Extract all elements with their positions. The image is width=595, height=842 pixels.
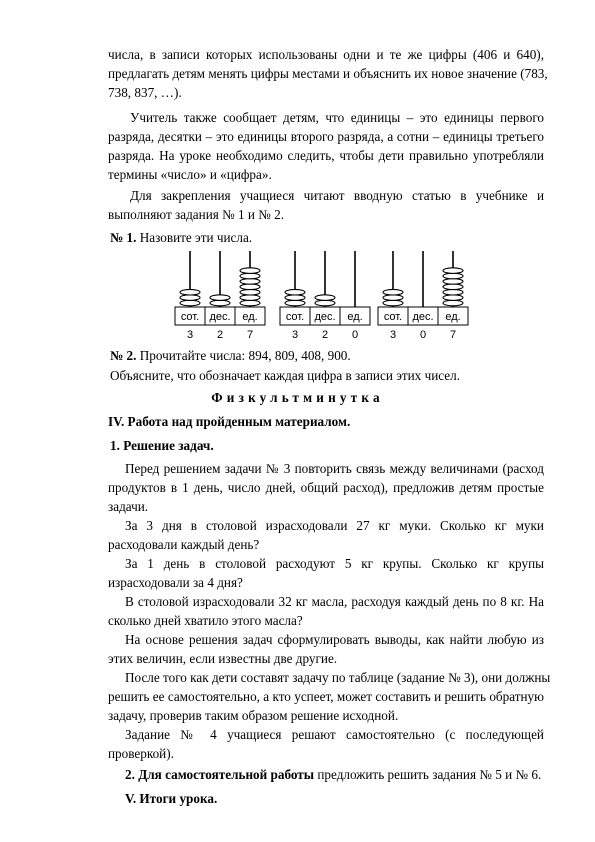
item2-bold: 2. Для самостоятельной работы (125, 767, 315, 782)
abacus-label-tens: дес. (412, 311, 434, 323)
abacus-bead (443, 268, 463, 274)
section4-heading: IV. Работа над пройденным материалом. (108, 414, 351, 429)
abacus-label-tens: дес. (209, 311, 231, 323)
abacus-digit: 0 (351, 329, 359, 341)
para7-line1: Задание № 4 учащиеся решают самостоятельно (с последующей (125, 727, 544, 742)
para6-line1: После того как дети составят задачу по таблице (задание № 3), они должны (125, 670, 551, 685)
task2-line (110, 346, 546, 365)
abacus-bead (240, 279, 260, 285)
abacus-bead (383, 289, 403, 295)
para3-line2: выполняют задания № 1 и № 2. (108, 207, 285, 222)
abacus-bead (315, 295, 335, 301)
abacus-label-hundreds: сот. (285, 311, 305, 323)
abacus-bead (240, 289, 260, 295)
abacus-bead (443, 284, 463, 290)
para2-line2: разряда, десятки – это единицы второго разряда, а сотни – единицы третьего (108, 129, 544, 144)
abacus-bead (210, 295, 230, 301)
problem2-line1: За 1 день в столовой расходуют 5 кг крупы. Сколько кг крупы (125, 556, 544, 571)
abacus-bead (383, 300, 403, 306)
abacus-bead (443, 279, 463, 285)
para7-line2: проверкой). (108, 746, 174, 761)
abacus-bead (240, 300, 260, 306)
abacus-digit: 3 (389, 329, 397, 341)
abacus-label-units: ед. (347, 311, 363, 323)
abacus-bead (285, 289, 305, 295)
abacus-label-hundreds: сот. (180, 311, 200, 323)
abacus-bead (383, 295, 403, 301)
problem1-line1: За 3 дня в столовой израсходовали 27 кг муки. Сколько кг муки (125, 518, 544, 533)
para6-line3: задачу, проверив таким образом решение исходной. (108, 708, 399, 723)
problem3-line2: сколько дней хватило этого масла? (108, 613, 303, 628)
problem2-line2: израсходовали за 4 дня? (108, 575, 243, 590)
abacus-digit: 3 (186, 329, 194, 341)
abacus-bead (285, 300, 305, 306)
task2-line2: Объясните, что обозначает каждая цифра в записи этих чисел. (110, 368, 461, 383)
para3-line1: Для закрепления учащиеся читают вводную статью в учебнике и (130, 188, 544, 203)
abacus-label-units: ед. (445, 311, 461, 323)
task1-number: № 1. (110, 230, 137, 245)
abacus-label-tens: дес. (314, 311, 336, 323)
item2-line (125, 765, 561, 784)
task2-number: № 2. (110, 348, 137, 363)
task1-text: Назовите эти числа. (136, 230, 253, 245)
para2-line3: разряда. На уроке необходимо следить, чтобы дети правильно употребляли (108, 148, 544, 163)
abacus-digit: 7 (246, 329, 254, 341)
para1-line1: числа, в записи которых использованы одни и те же цифры (406 и 640), (108, 47, 544, 62)
para1-line2: предлагать детям менять цифры местами и объяснить их новое значение (783, (108, 66, 548, 81)
para2-line4: термины «число» и «цифра». (108, 167, 272, 182)
para4-line3: задачи. (108, 499, 149, 514)
abacus-bead (443, 289, 463, 295)
abacus-bead (180, 295, 200, 301)
abacus-bead (180, 289, 200, 295)
para4-line2: продуктов в 1 день, число дней, общий расход), предложив детям простые (108, 480, 544, 495)
abacus-bead (210, 300, 230, 306)
abacus-bead (285, 295, 305, 301)
para4-line1: Перед решением задачи № 3 повторить связь между величинами (расход (125, 461, 544, 476)
abacus-bead (315, 300, 335, 306)
abacus-bead (240, 273, 260, 279)
abacus-bead (240, 268, 260, 274)
abacus-bead (443, 295, 463, 301)
abacus-digit: 3 (291, 329, 299, 341)
abacus-label-hundreds: сот. (383, 311, 403, 323)
section5-heading: V. Итоги урока. (125, 791, 218, 806)
abacus-bead (180, 300, 200, 306)
para5-line2: этих величин, если известны две другие. (108, 651, 338, 666)
task2-text: Прочитайте числа: 894, 809, 408, 900. (136, 348, 351, 363)
item2-rest: предложить решить задания № 5 и № 6. (314, 767, 542, 782)
problem3-line1: В столовой израсходовали 32 кг масла, расходуя каждый день по 8 кг. На (125, 594, 544, 609)
problem1-line2: расходовали каждый день? (108, 537, 260, 552)
abacus-digit: 0 (419, 329, 427, 341)
para2-line1: Учитель также сообщает детям, что единицы – это единицы первого (130, 110, 544, 125)
para6-line2: решить ее самостоятельно, а кто успеет, может составить и решить обратную (108, 689, 544, 704)
abacus-label-units: ед. (242, 311, 258, 323)
abacus-digit: 2 (321, 329, 329, 341)
abacus-digit: 7 (449, 329, 457, 341)
abacus-bead (443, 273, 463, 279)
para1-line3: 738, 837, …). (108, 85, 182, 100)
subsection1-heading: 1. Решение задач. (110, 438, 214, 453)
abacus-bead (240, 284, 260, 290)
abacus-bead (443, 300, 463, 306)
abacus-bead (240, 295, 260, 301)
fizkultminutka-heading: Физкультминутка (211, 390, 384, 405)
abacus-digit: 2 (216, 329, 224, 341)
para5-line1: На основе решения задач сформулировать выводы, как найти любую из (125, 632, 544, 647)
